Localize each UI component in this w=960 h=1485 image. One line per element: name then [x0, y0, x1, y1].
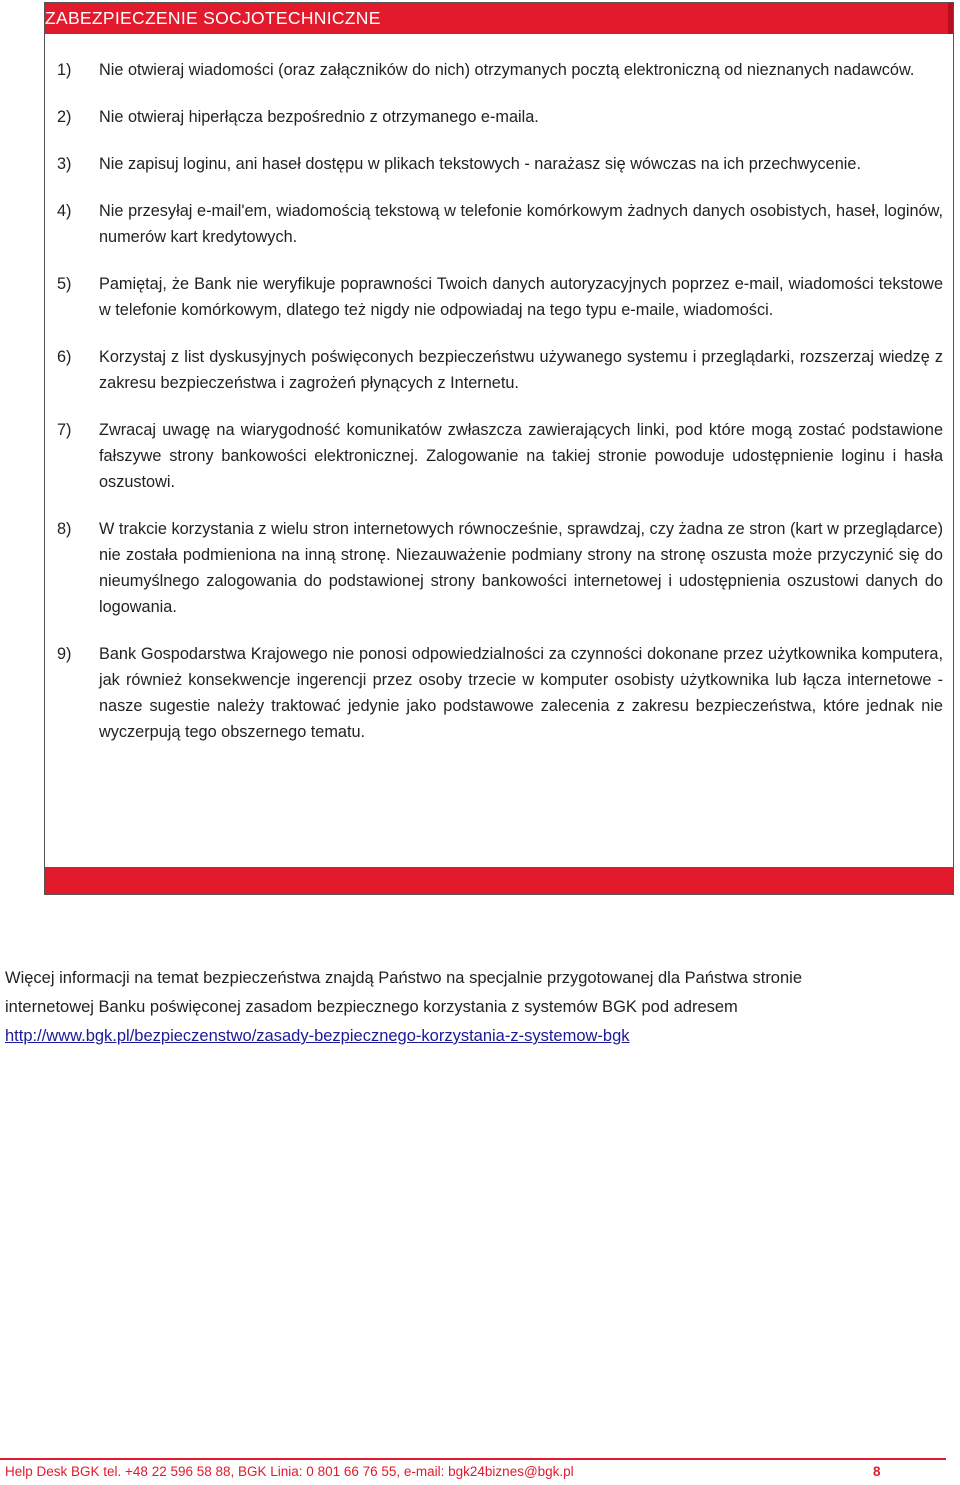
header-edge [948, 3, 953, 34]
section-header [45, 3, 953, 34]
item-number: 6) [57, 348, 72, 366]
section-footer-bar [45, 867, 953, 894]
item-number: 3) [57, 155, 72, 173]
list-item [57, 151, 943, 177]
footer-contact: Help Desk BGK tel. +48 22 596 58 88, BGK Linia: 0 801 66 76 55, e-mail: bgk24biznes@bgk.pl [5, 1464, 574, 1479]
list-item [57, 344, 943, 396]
item-number: 5) [57, 275, 72, 293]
item-number: 9) [57, 645, 72, 663]
page-number: 8 [873, 1464, 881, 1479]
rules-list [57, 57, 943, 766]
list-item [57, 641, 943, 745]
section-title: ZABEZPIECZENIE SOCJOTECHNICZNE [45, 8, 381, 28]
item-text: Korzystaj z list dyskusyjnych poświęconych bezpieczeństwu używanego systemu i przeglądarki, rozszerzaj wiedzę z zakresu bezpieczeństwa i zagrożeń płynących z Internetu. [99, 348, 943, 392]
item-text: Nie przesyłaj e-mail'em, wiadomością tekstową w telefonie komórkowym żadnych danych osobistych, haseł, loginów, numerów kart kredytowych. [99, 202, 943, 246]
list-item [57, 271, 943, 323]
list-item [57, 104, 943, 130]
item-number: 2) [57, 108, 72, 126]
info-line-2: internetowej Banku poświęconej zasadom bezpiecznego korzystania z systemów BGK pod adresem [5, 998, 738, 1016]
item-number: 7) [57, 421, 72, 439]
list-item [57, 57, 943, 83]
list-item [57, 516, 943, 620]
security-info-link[interactable]: http://www.bgk.pl/bezpieczenstwo/zasady-bezpiecznego-korzystania-z-systemow-bgk [5, 1027, 630, 1045]
list-item [57, 198, 943, 250]
item-text: Nie otwieraj wiadomości (oraz załączników do nich) otrzymanych pocztą elektroniczną od nieznanych nadawców. [99, 61, 915, 79]
item-text: W trakcie korzystania z wielu stron internetowych równocześnie, sprawdzaj, czy żadna ze stron (kart w przeglądarce) nie została podmieniona na inną stronę. Niezauważenie podmiany strony na stronę oszusta może przyczynić się do nieumyślnego zalogowania do podstawionej strony bankowości internetowej i udostępnienia oszustowi danych do logowania. [99, 520, 943, 616]
item-number: 4) [57, 202, 72, 220]
list-item [57, 417, 943, 495]
security-box [44, 2, 954, 895]
item-text: Nie otwieraj hiperłącza bezpośrednio z otrzymanego e-maila. [99, 108, 539, 126]
item-number: 8) [57, 520, 72, 538]
item-text: Zwracaj uwagę na wiarygodność komunikatów zwłaszcza zawierających linki, pod które mogą zostać podstawione fałszywe strony bankowości elektronicznej. Zalogowanie na takiej stronie powoduje udostępnienie loginu i hasła oszustowi. [99, 421, 943, 491]
item-text: Pamiętaj, że Bank nie weryfikuje poprawności Twoich danych autoryzacyjnych poprzez e-mail, wiadomości tekstowe w telefonie komórkowym, dlatego też nigdy nie odpowiadaj na tego typu e-maile, wiadomości. [99, 275, 943, 319]
footer-divider [0, 1458, 946, 1460]
item-number: 1) [57, 61, 72, 79]
item-text: Bank Gospodarstwa Krajowego nie ponosi odpowiedzialności za czynności dokonane przez użytkownika komputera, jak również konsekwencje ingerencji przez osoby trzecie w komputer osobisty użytkownika lub łącza internetowe - nasze sugestie należy traktować jedynie jako podstawowe zalecenia z zakresu bezpieczeństwa, które jednak nie wyczerpują tego obszernego tematu. [99, 645, 943, 741]
info-line-1: Więcej informacji na temat bezpieczeństwa znajdą Państwo na specjalnie przygotowanej dla Państwa stronie [5, 969, 803, 987]
item-text: Nie zapisuj loginu, ani haseł dostępu w plikach tekstowych - narażasz się wówczas na ich przechwycenie. [99, 155, 861, 173]
more-info-paragraph [5, 964, 950, 1051]
